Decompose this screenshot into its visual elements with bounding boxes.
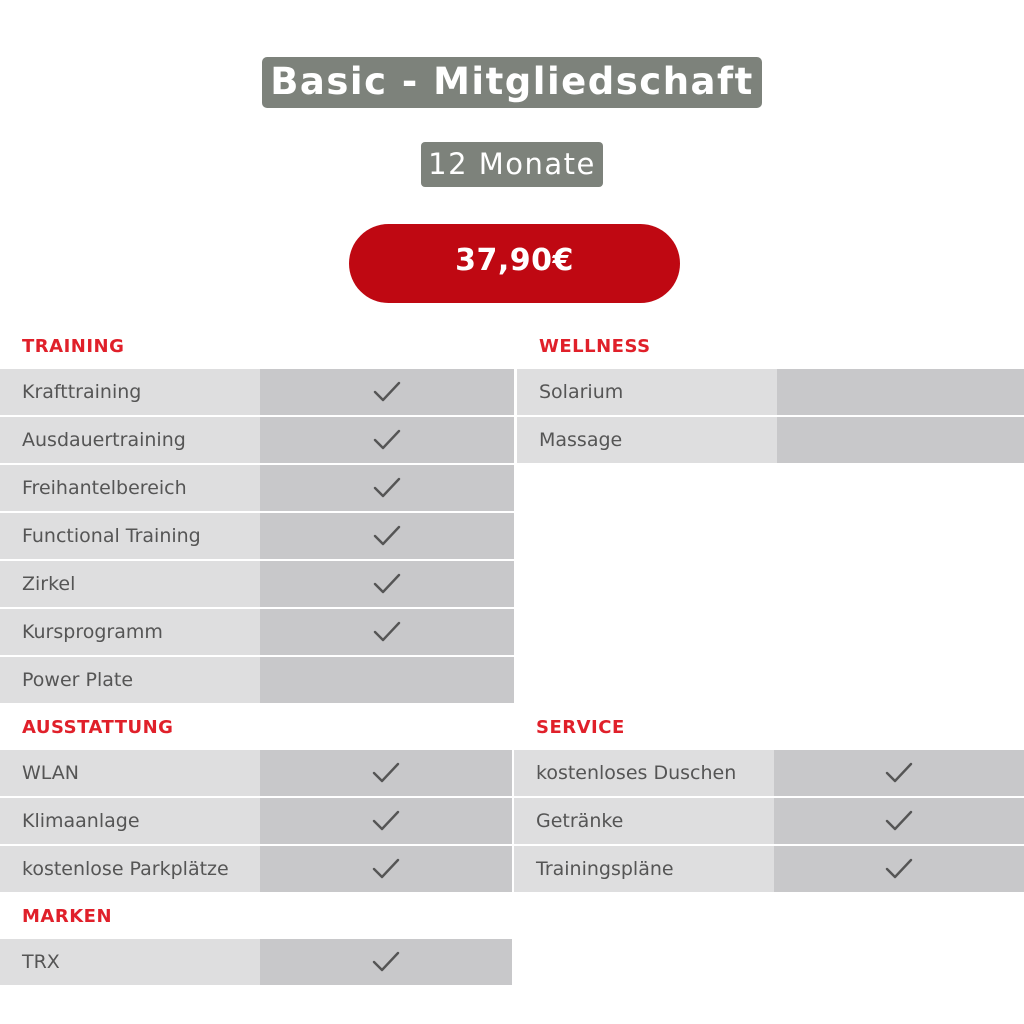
feature-status xyxy=(774,750,1024,796)
checkmark-icon xyxy=(372,475,402,501)
feature-status xyxy=(260,513,514,559)
section-title: SERVICE xyxy=(536,717,625,738)
duration-badge: 12 Monate xyxy=(421,142,603,187)
feature-label: Power Plate xyxy=(0,657,260,703)
feature-row xyxy=(0,465,514,511)
feature-row xyxy=(514,750,1024,796)
feature-label: TRX xyxy=(0,939,260,985)
feature-status xyxy=(774,798,1024,844)
section-training xyxy=(0,333,514,705)
feature-label: Freihantelbereich xyxy=(0,465,260,511)
feature-row xyxy=(0,369,514,415)
feature-label: Trainingspläne xyxy=(514,846,774,892)
section-title: MARKEN xyxy=(22,906,113,927)
feature-row xyxy=(0,561,514,607)
feature-label: Solarium xyxy=(517,369,777,415)
feature-status xyxy=(260,657,514,703)
feature-row xyxy=(0,939,512,985)
feature-status xyxy=(260,609,514,655)
feature-status xyxy=(260,939,512,985)
feature-status xyxy=(260,561,514,607)
checkmark-icon xyxy=(372,379,402,405)
feature-label: kostenloses Duschen xyxy=(514,750,774,796)
section-ausstattung xyxy=(0,714,512,894)
section-service xyxy=(514,714,1024,894)
checkmark-icon xyxy=(884,760,914,786)
feature-status xyxy=(260,846,512,892)
section-title: WELLNESS xyxy=(539,336,651,357)
feature-row xyxy=(514,846,1024,892)
feature-row xyxy=(0,609,514,655)
page-title: Basic - Mitgliedschaft xyxy=(262,57,762,108)
feature-label: Kursprogramm xyxy=(0,609,260,655)
checkmark-icon xyxy=(884,856,914,882)
feature-list xyxy=(517,369,1024,463)
checkmark-icon xyxy=(371,760,401,786)
section-wellness xyxy=(517,333,1024,465)
feature-label: Massage xyxy=(517,417,777,463)
feature-status xyxy=(260,465,514,511)
feature-row xyxy=(0,513,514,559)
feature-row xyxy=(0,846,512,892)
checkmark-icon xyxy=(372,619,402,645)
checkmark-icon xyxy=(371,949,401,975)
subtitle-container xyxy=(0,142,1024,187)
checkmark-icon xyxy=(372,523,402,549)
checkmark-icon xyxy=(372,427,402,453)
feature-status xyxy=(260,369,514,415)
section-title: TRAINING xyxy=(22,336,125,357)
feature-label: Getränke xyxy=(514,798,774,844)
feature-status xyxy=(260,798,512,844)
feature-status xyxy=(774,846,1024,892)
feature-label: Klimaanlage xyxy=(0,798,260,844)
section-marken xyxy=(0,903,512,987)
feature-row xyxy=(0,750,512,796)
feature-list xyxy=(0,369,514,703)
feature-row xyxy=(0,657,514,703)
checkmark-icon xyxy=(372,571,402,597)
checkmark-icon xyxy=(884,808,914,834)
feature-label: WLAN xyxy=(0,750,260,796)
feature-row xyxy=(0,798,512,844)
section-title: AUSSTATTUNG xyxy=(22,717,174,738)
feature-label: Ausdauertraining xyxy=(0,417,260,463)
feature-status xyxy=(777,369,1024,415)
feature-status xyxy=(777,417,1024,463)
title-container xyxy=(0,57,1024,108)
checkmark-icon xyxy=(371,808,401,834)
price-badge: 37,90€ xyxy=(349,224,680,303)
feature-status xyxy=(260,750,512,796)
feature-row xyxy=(0,417,514,463)
feature-row xyxy=(517,417,1024,463)
feature-label: kostenlose Parkplätze xyxy=(0,846,260,892)
feature-list xyxy=(514,750,1024,892)
feature-label: Zirkel xyxy=(0,561,260,607)
checkmark-icon xyxy=(371,856,401,882)
feature-list xyxy=(0,750,512,892)
feature-row xyxy=(514,798,1024,844)
feature-list xyxy=(0,939,512,985)
feature-label: Functional Training xyxy=(0,513,260,559)
feature-status xyxy=(260,417,514,463)
feature-label: Krafttraining xyxy=(0,369,260,415)
feature-row xyxy=(517,369,1024,415)
